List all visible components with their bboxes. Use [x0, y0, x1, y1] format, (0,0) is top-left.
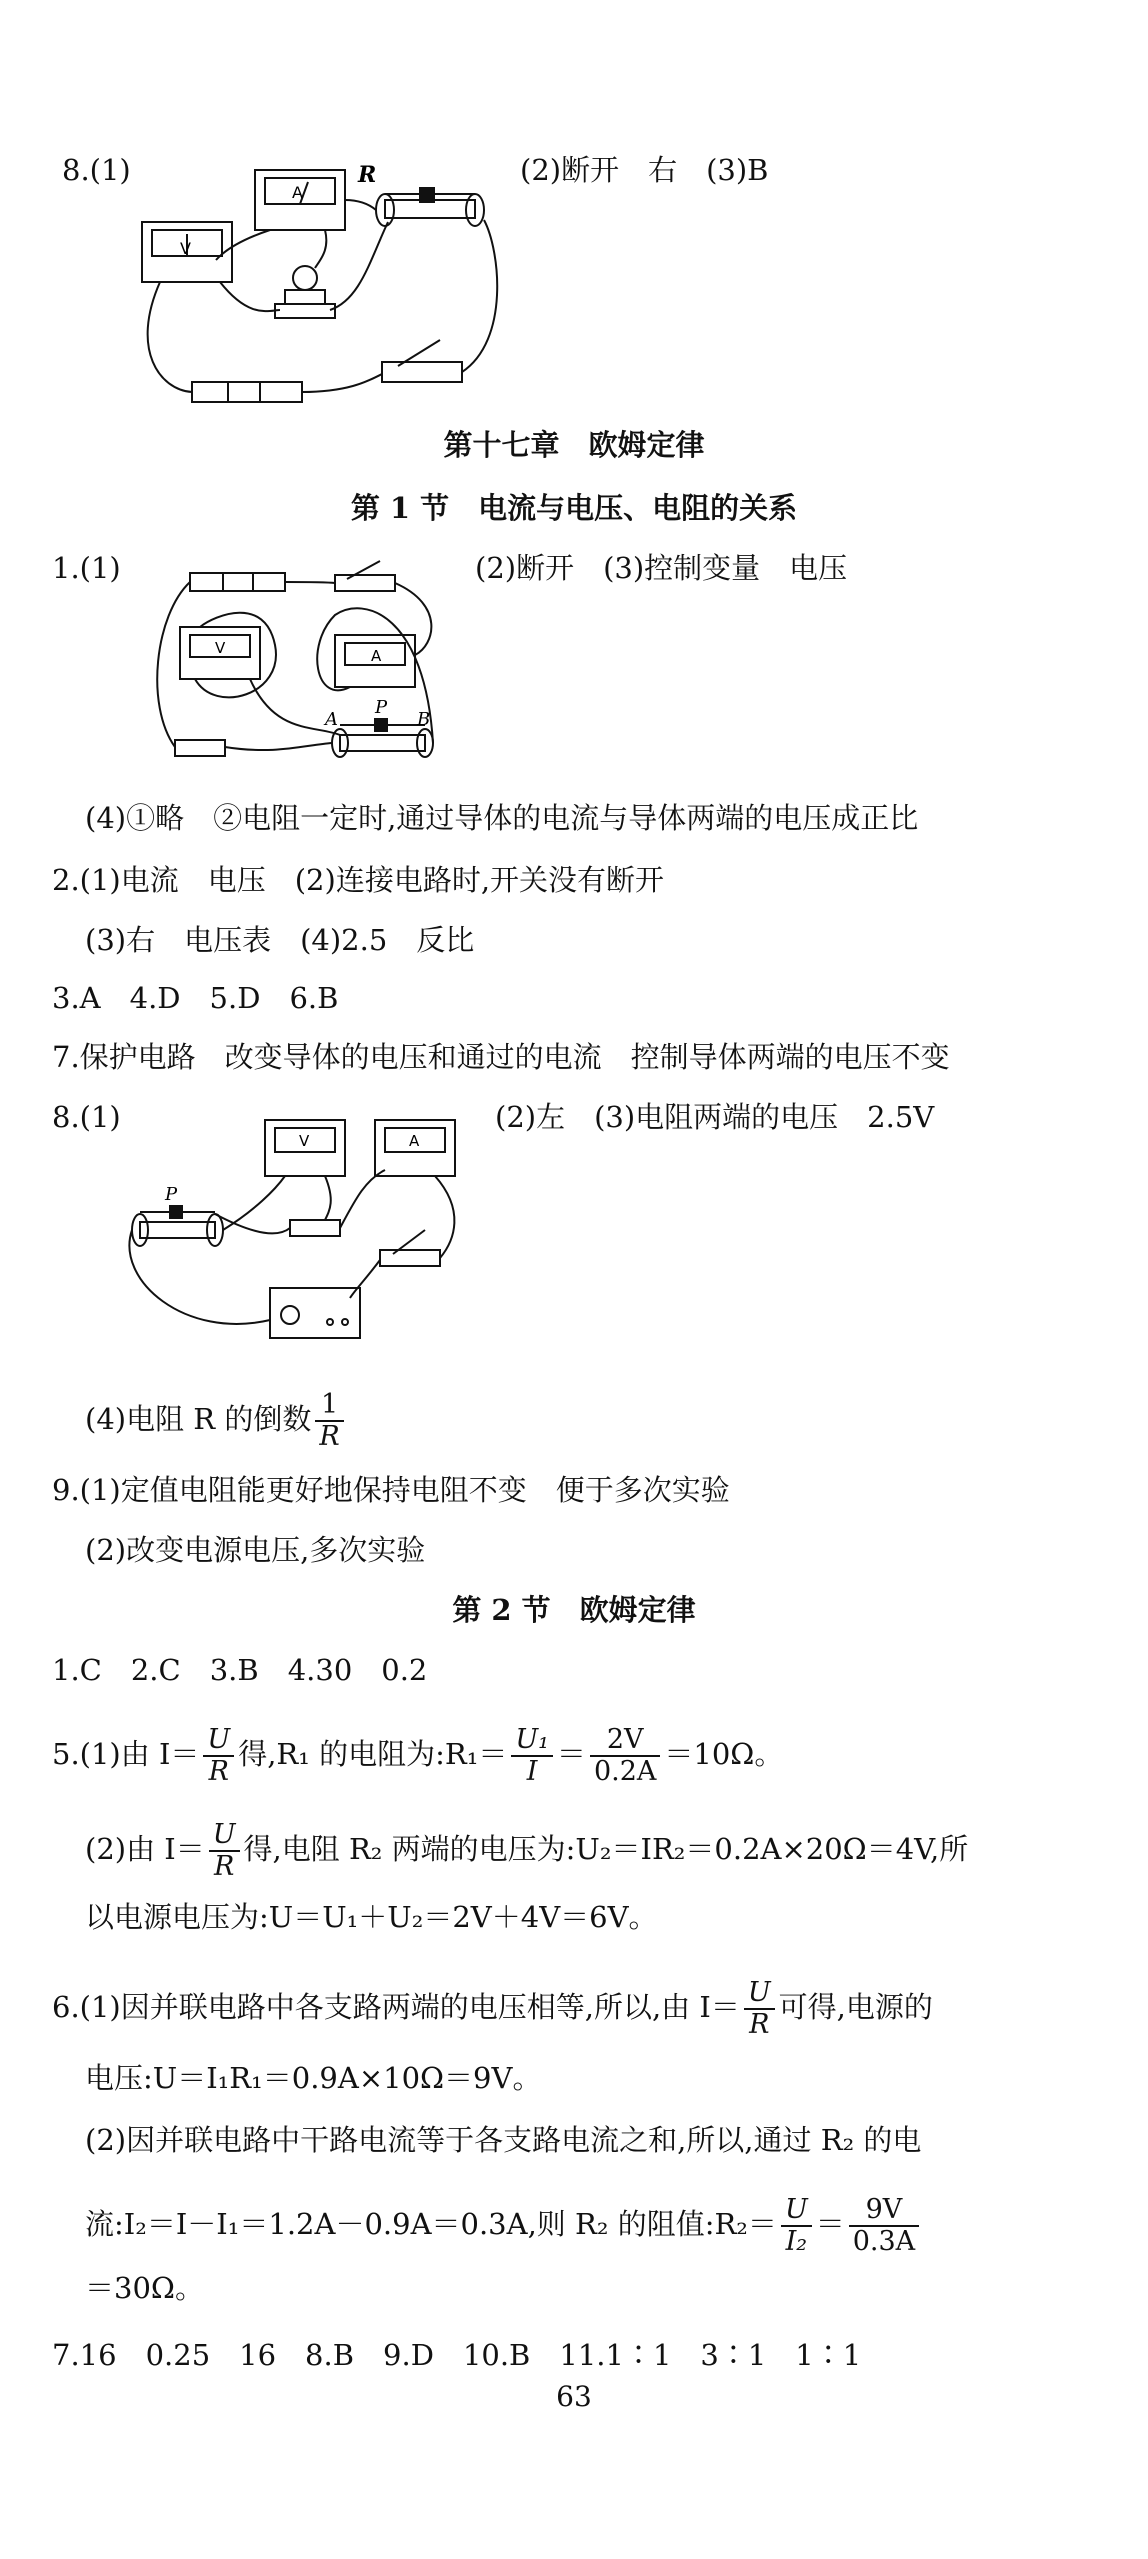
circuit-diagram-2	[135, 555, 465, 770]
ammeter-label: A	[292, 183, 303, 202]
page-number: 63	[556, 2380, 592, 2413]
fraction-u-over-r	[203, 1725, 234, 1787]
fraction-numerator: U	[781, 2195, 812, 2227]
fraction-numerator: 1	[315, 1390, 343, 1422]
fraction-denominator: I	[526, 1756, 538, 1787]
fraction-denominator: R	[749, 2009, 770, 2040]
sec2-q6-part1-line1	[52, 1978, 933, 2040]
sec2-q6-part2-line1: (2)因并联电路中干路电流等于各支路电流之和,所以,通过 R₂ 的电	[85, 2123, 922, 2157]
sec1-q1-ammeter-label: A	[371, 647, 382, 665]
sec1-q1-voltmeter-label: V	[215, 639, 226, 657]
fraction-numerator: 9V	[849, 2195, 919, 2227]
sec1-q9-line1: 9.(1)定值电阻能更好地保持电阻不变 便于多次实验	[52, 1473, 730, 1507]
fraction-denominator: R	[208, 1756, 229, 1787]
q8-number: 8.(1)	[62, 153, 131, 187]
sec1-q8-number: 8.(1)	[52, 1100, 121, 1134]
q5-part1-middle: 得,R₁ 的电阻为:R₁＝	[238, 1737, 508, 1771]
fraction-u-over-r	[744, 1978, 775, 2040]
fraction-9v-over-03a	[849, 2195, 919, 2257]
sec1-q8-part4-text: (4)电阻 R 的倒数	[85, 1402, 312, 1436]
q6-part1-lead: 6.(1)因并联电路中各支路两端的电压相等,所以,由 I＝	[52, 1990, 740, 2024]
sec1-q1-number: 1.(1)	[52, 551, 121, 585]
sec2-q5-part1	[52, 1725, 783, 1787]
equals-sign: ＝	[556, 1737, 586, 1771]
fraction-numerator: U₁	[511, 1725, 553, 1757]
voltmeter-label: V	[180, 239, 191, 258]
sec2-q6-part2-line3: ＝30Ω。	[85, 2271, 204, 2305]
fraction-denominator: 0.2A	[593, 1756, 657, 1787]
q5-part2-rest: 得,电阻 R₂ 两端的电压为:U₂＝IR₂＝0.2A×20Ω＝4V,所	[243, 1832, 969, 1866]
chapter-title: 第十七章 欧姆定律	[443, 428, 705, 462]
fraction-denominator: 0.3A	[852, 2226, 916, 2257]
sec1-q8-ammeter-label: A	[409, 1132, 420, 1150]
sec2-q6-part2-line2	[85, 2195, 923, 2257]
fraction-numerator: U	[203, 1725, 234, 1757]
circuit-diagram-1	[120, 160, 500, 410]
rheostat-end-a-label: A	[325, 709, 338, 730]
q6-part1-rest: 可得,电源的	[778, 1990, 933, 2024]
q8-answer: (2)断开 右 (3)B	[520, 153, 769, 187]
section-1-title: 第 1 节 电流与电压、电阻的关系	[350, 491, 798, 525]
sec1-q8-voltmeter-label: V	[299, 1132, 310, 1150]
fraction-2v-over-02a	[590, 1725, 660, 1787]
fraction-denominator: I₂	[785, 2226, 808, 2257]
fraction-denominator: R	[213, 1851, 235, 1882]
q5-part2-lead: (2)由 I＝	[85, 1832, 205, 1866]
rheostat-end-b-label: B	[417, 709, 431, 730]
reciprocal-fraction	[315, 1390, 343, 1452]
sec1-q1-part4: (4)①略 ②电阻一定时,通过导体的电流与导体两端的电压成正比	[85, 801, 919, 835]
q6-part2-lead: 流:I₂＝I－I₁＝1.2A－0.9A＝0.3A,则 R₂ 的阻值:R₂＝	[85, 2207, 777, 2241]
fraction-u1-over-i	[511, 1725, 553, 1787]
sec2-q7-11: 7.16 0.25 16 8.B 9.D 10.B 11.1∶1 3∶1 1∶1	[52, 2338, 862, 2372]
sec1-q8-slider-label: P	[165, 1184, 178, 1205]
fraction-denominator: R	[319, 1421, 340, 1452]
q5-part1-result: ＝10Ω。	[664, 1737, 784, 1771]
section-2-title: 第 2 节 欧姆定律	[452, 1593, 696, 1627]
sec2-q5-part2-line1	[85, 1820, 968, 1882]
circuit-diagram-3	[125, 1110, 485, 1350]
sec2-q1-4: 1.C 2.C 3.B 4.30 0.2	[52, 1653, 428, 1687]
sec2-q5-part2-line2: 以电源电压为:U＝U₁＋U₂＝2V＋4V＝6V。	[85, 1900, 658, 1934]
q5-part1-lead: 5.(1)由 I＝	[52, 1737, 200, 1771]
fraction-numerator: U	[209, 1820, 240, 1852]
sec1-q2-line1: 2.(1)电流 电压 (2)连接电路时,开关没有断开	[52, 863, 665, 897]
fraction-numerator: 2V	[590, 1725, 660, 1757]
sec1-q1-answer: (2)断开 (3)控制变量 电压	[475, 551, 848, 585]
fraction-u-over-i2	[781, 2195, 812, 2257]
sec1-q3-6: 3.A 4.D 5.D 6.B	[52, 981, 339, 1015]
sec1-q8-answer: (2)左 (3)电阻两端的电压 2.5V	[495, 1100, 935, 1134]
fraction-numerator: U	[744, 1978, 775, 2010]
sec1-q9-line2: (2)改变电源电压,多次实验	[85, 1533, 426, 1567]
equals-sign: ＝	[815, 2207, 845, 2241]
sec1-q8-part4	[85, 1390, 348, 1452]
rheostat-slider-p-label: P	[375, 697, 388, 718]
sec1-q7: 7.保护电路 改变导体的电压和通过的电流 控制导体两端的电压不变	[52, 1040, 950, 1074]
sec1-q2-line2: (3)右 电压表 (4)2.5 反比	[85, 923, 475, 957]
fraction-u-over-r	[209, 1820, 240, 1882]
sec2-q6-part1-line2: 电压:U＝I₁R₁＝0.9A×10Ω＝9V。	[85, 2061, 542, 2095]
rheostat-label: R	[358, 162, 377, 188]
